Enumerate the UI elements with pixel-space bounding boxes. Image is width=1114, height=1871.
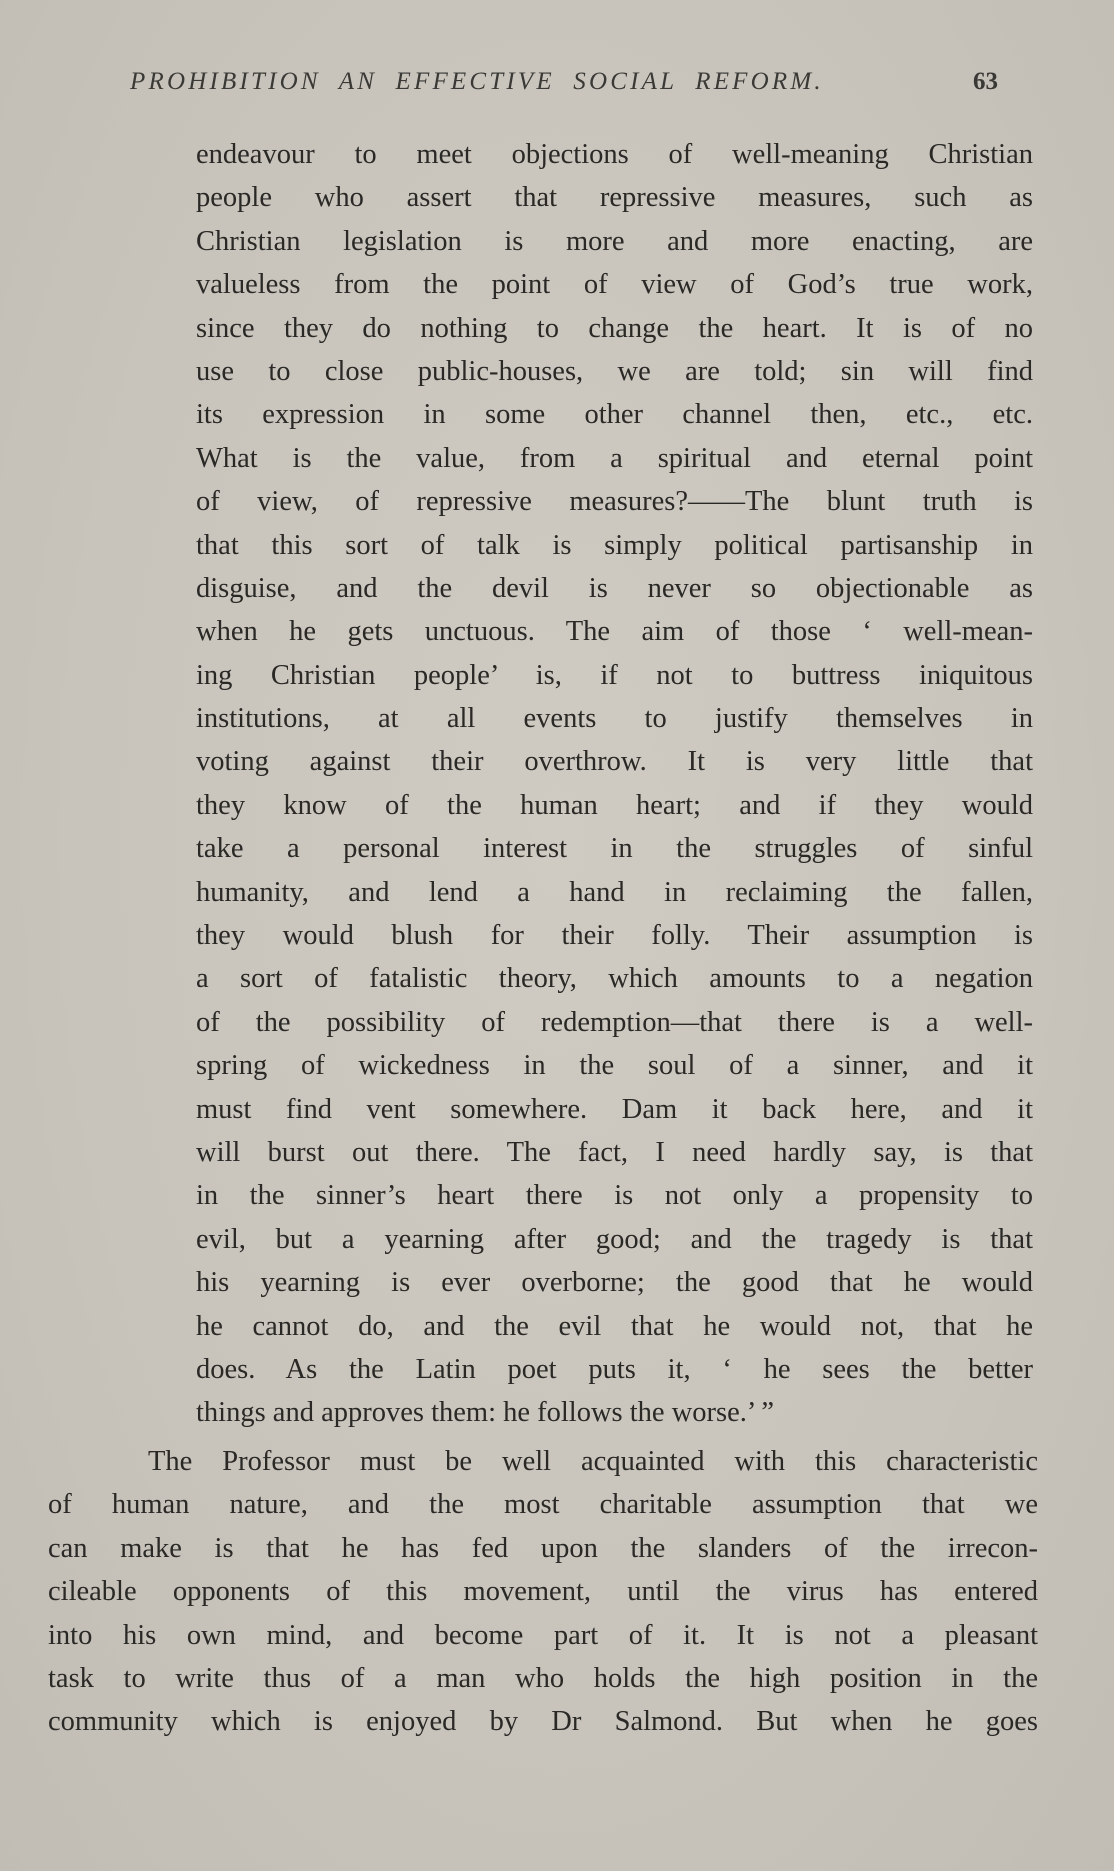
running-title: PROHIBITION AN EFFECTIVE SOCIAL REFORM. — [130, 68, 824, 95]
quote-line: people who assert that repressive measures, such as — [196, 182, 1033, 214]
quote-line: spring of wickedness in the soul of a sinner, and it — [196, 1050, 1033, 1082]
body-line: can make is that he has fed upon the slanders of the irrecon- — [48, 1532, 1038, 1564]
quote-line: of view, of repressive measures?——The blunt truth is — [196, 486, 1033, 518]
quote-line: a sort of fatalistic theory, which amounts to a negation — [196, 963, 1033, 995]
quote-line: use to close public-houses, we are told; sin will find — [196, 355, 1033, 387]
quote-line: humanity, and lend a hand in reclaiming the fallen, — [196, 876, 1033, 908]
quote-line: his yearning is ever overborne; the good that he would — [196, 1267, 1033, 1299]
quote-line: will burst out there. The fact, I need hardly say, is that — [196, 1136, 1033, 1168]
body-line: community which is enjoyed by Dr Salmond. But when he goes — [48, 1706, 1038, 1738]
quote-line: in the sinner’s heart there is not only a propensity to — [196, 1180, 1033, 1212]
quote-line: institutions, at all events to justify themselves in — [196, 703, 1033, 735]
quote-line: take a personal interest in the struggles of sinful — [196, 833, 1033, 865]
quote-line: things and approves them: he follows the worse.’ ” — [196, 1397, 775, 1429]
quote-line: disguise, and the devil is never so objectionable as — [196, 572, 1033, 604]
quote-line: Christian legislation is more and more enacting, are — [196, 225, 1033, 257]
quote-line: its expression in some other channel then, etc., etc. — [196, 399, 1033, 431]
quote-line: evil, but a yearning after good; and the tragedy is that — [196, 1223, 1033, 1255]
quote-line: when he gets unctuous. The aim of those ‘ well-mean- — [196, 616, 1033, 648]
quote-line: they know of the human heart; and if they would — [196, 789, 1033, 821]
body-paragraph — [48, 1440, 1038, 1744]
quote-line: valueless from the point of view of God’s true work, — [196, 269, 1033, 301]
quote-line: must find vent somewhere. Dam it back here, and it — [196, 1093, 1033, 1125]
body-line: task to write thus of a man who holds the high position in the — [48, 1662, 1038, 1694]
quoted-passage — [196, 133, 1033, 1435]
quote-line: he cannot do, and the evil that he would not, that he — [196, 1310, 1033, 1342]
quote-line: ing Christian people’ is, if not to buttress iniquitous — [196, 659, 1033, 691]
page-number: 63 — [973, 68, 998, 95]
quote-line: of the possibility of redemption—that there is a well- — [196, 1006, 1033, 1038]
running-head — [0, 68, 1114, 108]
quote-line: that this sort of talk is simply political partisanship in — [196, 529, 1033, 561]
quote-line: endeavour to meet objections of well-meaning Christian — [196, 139, 1033, 170]
quote-line: they would blush for their folly. Their assumption is — [196, 920, 1033, 952]
body-line: The Professor must be well acquainted with this characteristic — [148, 1446, 1038, 1477]
body-line: into his own mind, and become part of it. It is not a pleasant — [48, 1619, 1038, 1651]
quote-line: since they do nothing to change the heart. It is of no — [196, 312, 1033, 344]
body-line: of human nature, and the most charitable assumption that we — [48, 1489, 1038, 1521]
body-line: cileable opponents of this movement, until the virus has entered — [48, 1576, 1038, 1608]
quote-line: What is the value, from a spiritual and eternal point — [196, 442, 1033, 474]
quote-line: does. As the Latin poet puts it, ‘ he sees the better — [196, 1353, 1033, 1385]
quote-line: voting against their overthrow. It is very little that — [196, 746, 1033, 778]
